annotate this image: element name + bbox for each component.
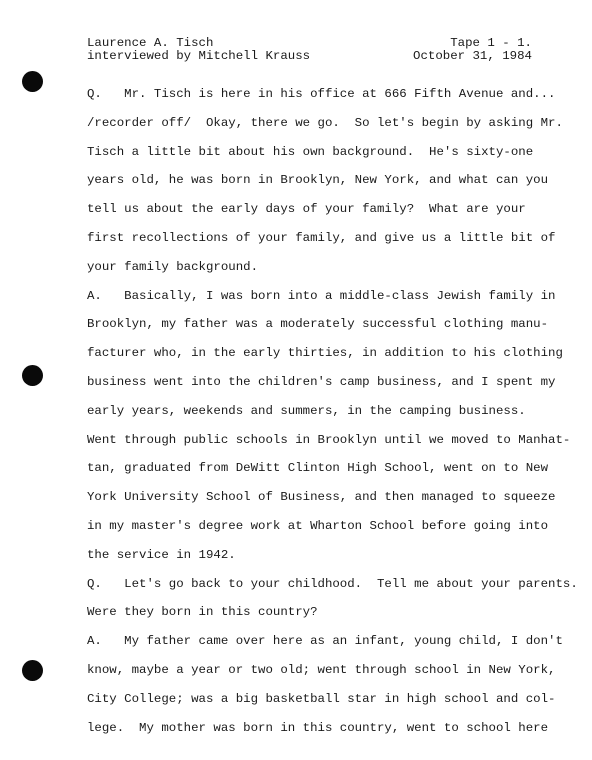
- text-line: years old, he was born in Brooklyn, New York, and what can you: [87, 173, 549, 188]
- text-line: tan, graduated from DeWitt Clinton High School, went on to New: [87, 461, 549, 476]
- text-line: York University School of Business, and then managed to squeeze: [87, 490, 556, 505]
- text-line: business went into the children's camp business, and I spent my: [87, 374, 556, 389]
- tape-number: Tape 1 - 1.: [450, 36, 532, 50]
- text-line: the service in 1942.: [87, 547, 236, 562]
- binder-hole: [22, 660, 43, 681]
- binder-hole: [22, 71, 43, 92]
- text-line: Brooklyn, my father was a moderately successful clothing manu-: [87, 317, 549, 332]
- interviewer-credit: interviewed by Mitchell Krauss: [87, 49, 311, 63]
- text-line: Were they born in this country?: [87, 605, 318, 620]
- text-line: /recorder off/ Okay, there we go. So let's begin by asking Mr.: [87, 115, 563, 130]
- text-line: Q. Mr. Tisch is here in his office at 666 Fifth Avenue and...: [87, 87, 556, 101]
- page-header: [87, 37, 532, 63]
- text-line: early years, weekends and summers, in the camping business.: [87, 403, 526, 418]
- binder-hole: [22, 365, 43, 386]
- transcript-body: [87, 80, 578, 742]
- interviewee-name: Laurence A. Tisch: [87, 36, 214, 50]
- interview-date: October 31, 1984: [413, 49, 532, 63]
- text-line: know, maybe a year or two old; went through school in New York,: [87, 662, 556, 677]
- text-line: in my master's degree work at Wharton School before going into: [87, 518, 549, 533]
- header-row-2: [87, 50, 532, 63]
- text-line: A. Basically, I was born into a middle-class Jewish family in: [87, 288, 556, 303]
- text-line: your family background.: [87, 259, 259, 274]
- text-line: Went through public schools in Brooklyn until we moved to Manhat-: [87, 432, 571, 447]
- text-line: City College; was a big basketball star in high school and col-: [87, 691, 556, 706]
- text-line: A. My father came over here as an infant, young child, I don't: [87, 634, 563, 649]
- text-line: lege. My mother was born in this country, went to school here: [87, 720, 549, 735]
- text-line: tell us about the early days of your family? What are your: [87, 202, 526, 217]
- text-line: facturer who, in the early thirties, in addition to his clothing: [87, 346, 563, 361]
- text-line: Q. Let's go back to your childhood. Tell me about your parents.: [87, 576, 578, 591]
- text-line: Tisch a little bit about his own background. He's sixty-one: [87, 144, 534, 159]
- text-line: first recollections of your family, and give us a little bit of: [87, 230, 556, 245]
